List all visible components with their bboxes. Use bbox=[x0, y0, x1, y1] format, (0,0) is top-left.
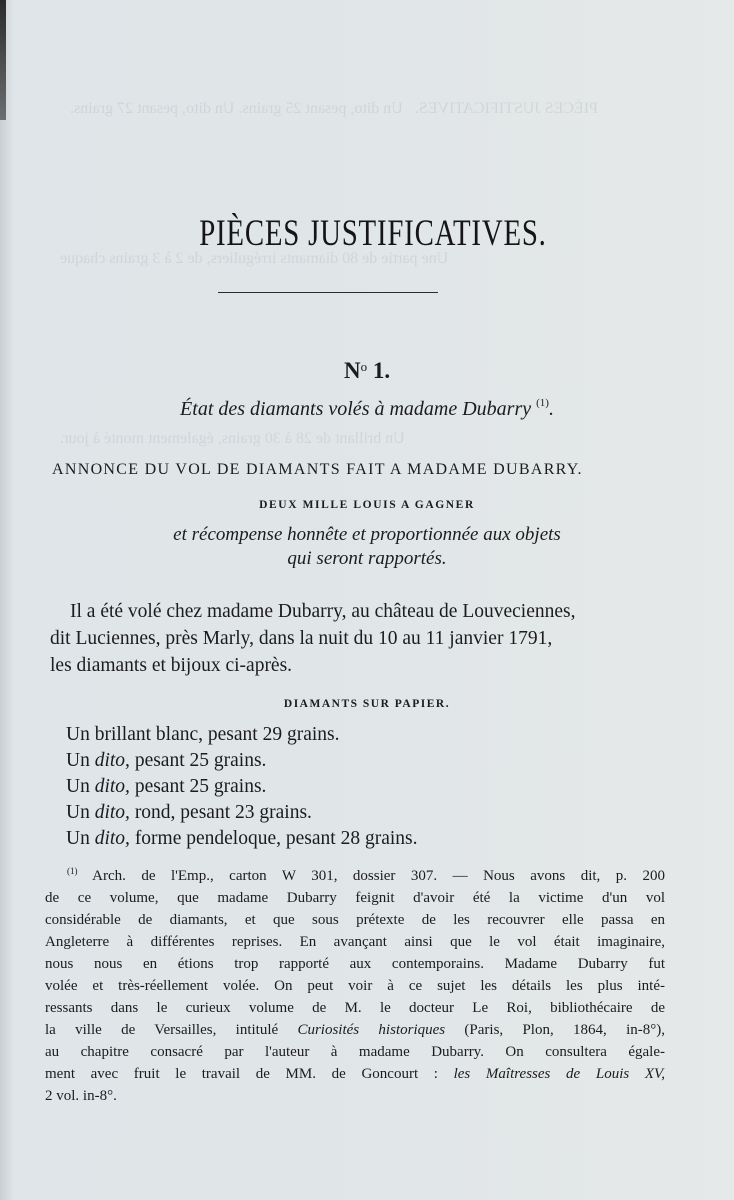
footnote-text: la ville de Versailles, intitulé bbox=[45, 1022, 298, 1038]
body-paragraph bbox=[50, 598, 650, 679]
section-number-value: 1. bbox=[372, 358, 391, 383]
list-item bbox=[66, 748, 417, 774]
list-item bbox=[66, 774, 417, 800]
item-italic: dito, bbox=[94, 750, 130, 771]
footnote-line: ressants dans le curieux volume de M. le docteur Le Roi, bibliothécaire de bbox=[45, 1000, 665, 1016]
footnote-text: Arch. de l'Emp., carton W 301, dossier 307. — Nous avons dit, p. 200 bbox=[92, 868, 665, 884]
bleed-through-text: Une partie de 80 diamants irréguliers, de 2 à 3 grains chaque bbox=[60, 250, 449, 267]
section-number-sup: o bbox=[360, 359, 368, 374]
item-italic: dito, bbox=[94, 828, 130, 849]
item-text: rond, pesant 23 grains. bbox=[129, 802, 312, 823]
page-heading: PIÈCES JUSTIFICATIVES. bbox=[199, 213, 547, 254]
footnote bbox=[45, 860, 665, 1107]
item-text: forme pendeloque, pesant 28 grains. bbox=[129, 828, 418, 849]
footnote-text: ment avec fruit le travail de MM. de Goncourt : bbox=[45, 1066, 454, 1082]
item-prefix: Un bbox=[66, 724, 95, 745]
item-italic: dito, bbox=[94, 776, 130, 797]
item-prefix: Un bbox=[66, 828, 95, 849]
section-title-end: . bbox=[548, 398, 554, 420]
footnote-line: Angleterre à différentes reprises. En avançant ainsi que le vol était imaginaire, bbox=[45, 934, 665, 950]
reward-detail-line: et récompense honnête et proportionnée aux objets bbox=[173, 524, 561, 545]
list-heading: DIAMANTS SUR PAPIER. bbox=[283, 698, 451, 710]
item-prefix: Un bbox=[66, 750, 95, 771]
reward-heading: DEUX MILLE LOUIS A GAGNER bbox=[259, 499, 475, 511]
list-item bbox=[66, 800, 417, 826]
item-text: pesant 25 grains. bbox=[129, 776, 267, 797]
paragraph-line: Il a été volé chez madame Dubarry, au château de Louveciennes, bbox=[70, 601, 576, 622]
footnote-italic: Curiosités historiques bbox=[297, 1022, 446, 1038]
footnote-ref: (1) bbox=[536, 397, 549, 409]
section-title-text: État des diamants volés à madame Dubarry bbox=[180, 398, 532, 420]
item-text: brillant blanc, pesant 29 grains. bbox=[94, 724, 340, 745]
list-item bbox=[66, 826, 417, 852]
section-title bbox=[0, 397, 734, 421]
page-spine-shadow bbox=[0, 0, 6, 120]
item-text: pesant 25 grains. bbox=[129, 750, 267, 771]
item-prefix: Un bbox=[66, 802, 95, 823]
item-prefix: Un bbox=[66, 776, 95, 797]
diamond-list bbox=[66, 722, 417, 852]
reward-detail-line: qui seront rapportés. bbox=[287, 548, 447, 569]
footnote-line: au chapitre consacré par l'auteur à madame Dubarry. On consultera égale- bbox=[45, 1044, 665, 1060]
paragraph-line: dit Luciennes, près Marly, dans la nuit du 10 au 11 janvier 1791, bbox=[50, 628, 553, 649]
paragraph-line: les diamants et bijoux ci-après. bbox=[50, 655, 293, 676]
heading-rule bbox=[218, 292, 438, 293]
footnote-line bbox=[45, 1063, 665, 1085]
footnote-line: considérable de diamants, et que sous prétexte de les recouvrer elle passa en bbox=[45, 912, 665, 928]
footnote-line: nous nous en étions trop rapporté aux contemporains. Madame Dubarry fut bbox=[45, 956, 665, 972]
section-number-prefix: N bbox=[343, 358, 361, 383]
footnote-text: (Paris, Plon, 1864, in-8°), bbox=[445, 1022, 665, 1038]
list-item bbox=[66, 722, 417, 748]
reward-detail bbox=[0, 523, 734, 571]
footnote-italic: les Maîtresses de Louis XV, bbox=[453, 1066, 665, 1082]
bleed-through-text: PIÈCES JUSTIFICATIVES. Un dito, pesant 25 grains. Un dito, pesant 27 grains. bbox=[70, 100, 598, 117]
section-number bbox=[0, 358, 734, 384]
bleed-through-text: Un brillant de 28 à 30 grains, également monté à jour. bbox=[60, 430, 405, 447]
footnote-line: 2 vol. in-8°. bbox=[45, 1088, 117, 1104]
footnote-line bbox=[45, 1019, 665, 1041]
announcement-heading: ANNONCE DU VOL DE DIAMANTS FAIT A MADAME DUBARRY. bbox=[52, 461, 583, 478]
footnote-marker: (1) bbox=[67, 866, 78, 876]
footnote-line: volée et très-réellement volée. On peut voir à ce sujet les détails les plus inté- bbox=[45, 978, 665, 994]
footnote-line bbox=[45, 860, 665, 887]
footnote-line: de ce volume, que madame Dubarry feignit d'avoir été la victime d'un vol bbox=[45, 890, 665, 906]
item-italic: dito, bbox=[94, 802, 130, 823]
